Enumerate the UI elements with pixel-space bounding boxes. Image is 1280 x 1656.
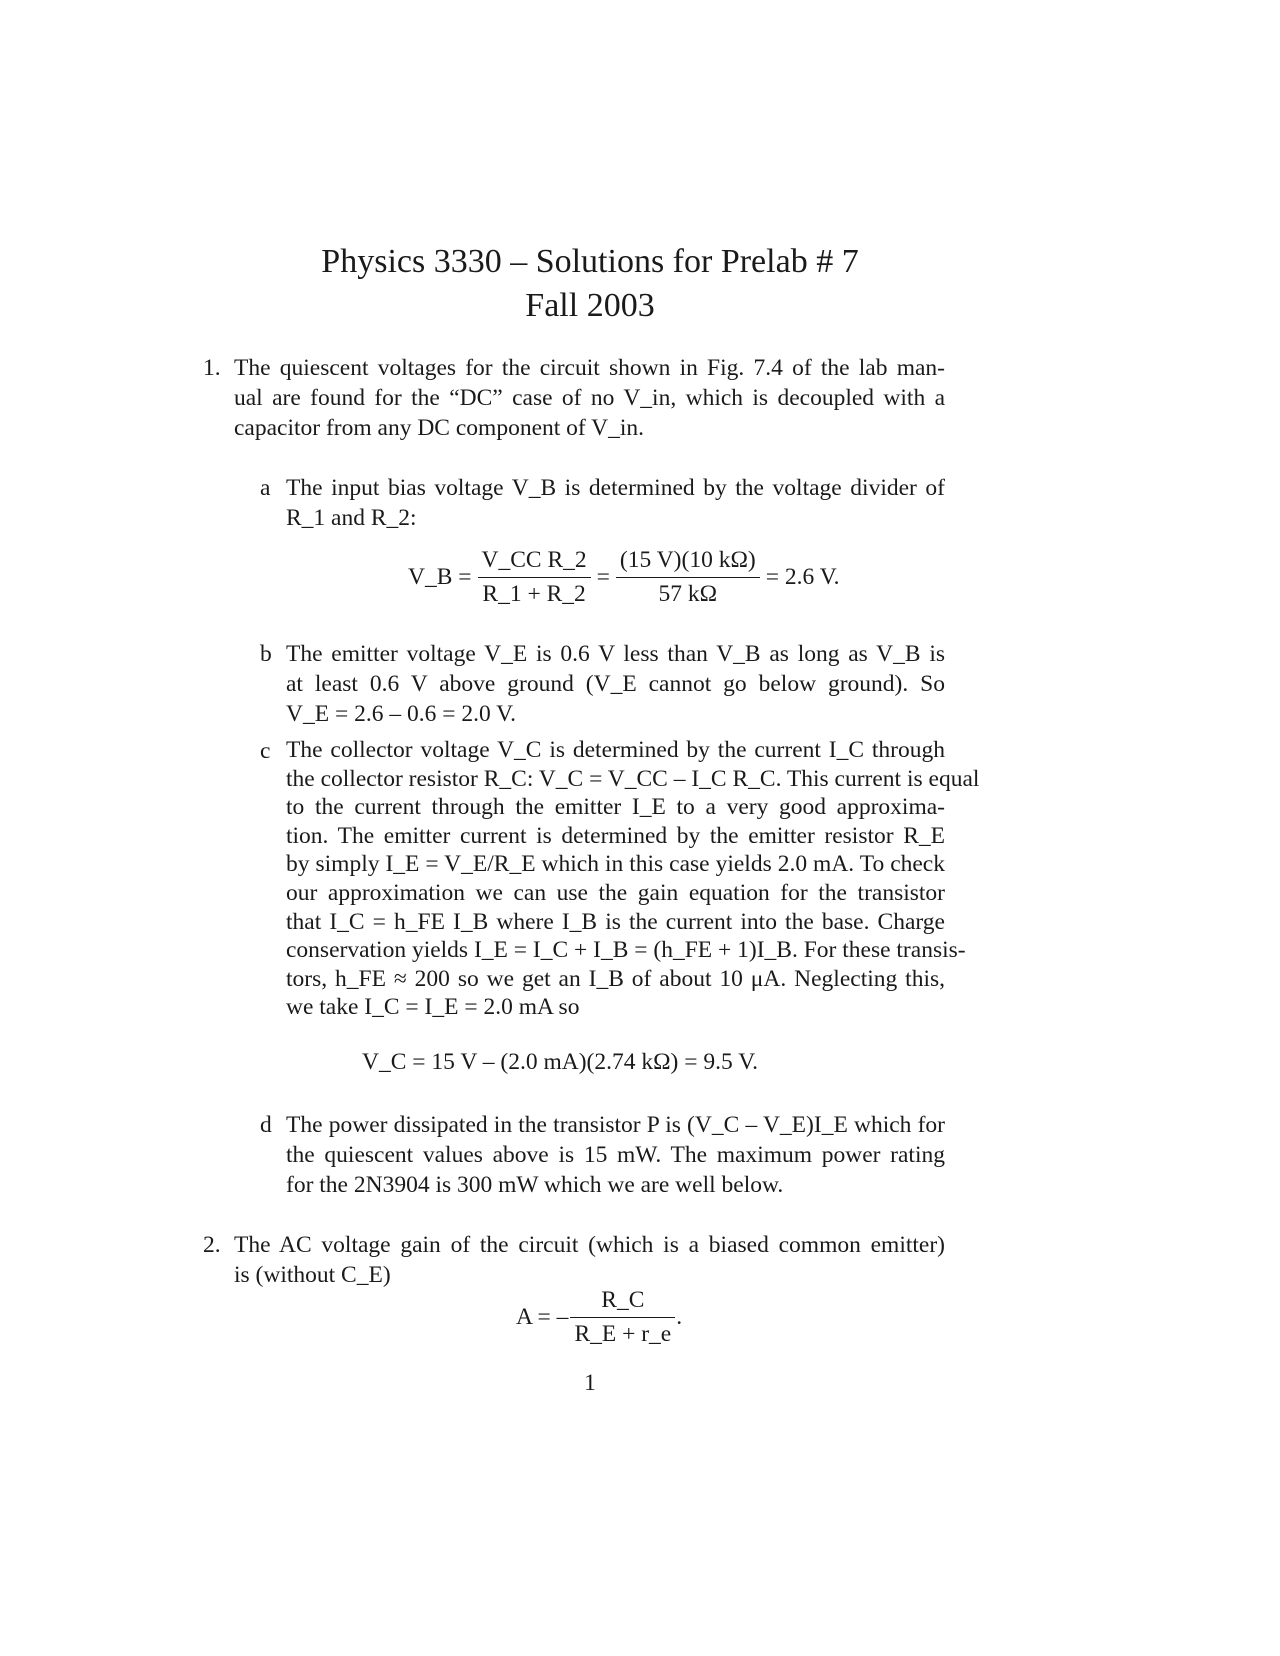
equals-sign: = xyxy=(596,564,610,590)
text-line: The quiescent voltages for the circuit shown in Fig. 7.4 of the lab man- xyxy=(234,355,945,381)
denominator: 57 kΩ xyxy=(658,581,718,607)
fraction xyxy=(570,1287,675,1348)
question-1-intro xyxy=(234,353,945,443)
numerator: V_CC R_2 xyxy=(478,547,591,578)
text-line: to the current through the emitter I_E to a very good approxima- xyxy=(286,794,945,821)
part-d-label: d xyxy=(260,1112,272,1138)
equation-lhs: A = – xyxy=(516,1304,569,1330)
text-line: The collector voltage V_C is determined by the current I_C through xyxy=(286,737,945,763)
fraction xyxy=(478,547,591,608)
part-b-text xyxy=(286,639,945,729)
part-d-text xyxy=(286,1110,945,1200)
part-c-text xyxy=(286,736,980,1022)
fraction xyxy=(616,547,760,608)
equation-vc xyxy=(0,1049,1120,1076)
numerator: R_C xyxy=(570,1287,675,1318)
text-line: ual are found for the “DC” case of no V_in, which is decoupled with a xyxy=(234,385,945,411)
text-line: The input bias voltage V_B is determined by the voltage divider of xyxy=(286,475,945,501)
document-title: Physics 3330 – Solutions for Prelab # 7 xyxy=(321,243,859,280)
text-line: tion. The emitter current is determined by the emitter resistor R_E xyxy=(286,822,945,849)
denominator: R_1 + R_2 xyxy=(482,581,586,607)
text-line: V_E = 2.6 – 0.6 = 2.0 V. xyxy=(286,701,516,727)
text-line: the collector resistor R_C: V_C = V_CC – I_C R_C. This current is equal xyxy=(286,765,980,792)
text-line: at least 0.6 V above ground (V_E cannot go below ground). So xyxy=(286,671,945,697)
equation-lhs: V_B = xyxy=(408,564,472,590)
text-line: by simply I_E = V_E/R_E which in this case yields 2.0 mA. To check xyxy=(286,851,945,878)
page-number: 1 xyxy=(584,1370,596,1396)
text-line: we take I_C = I_E = 2.0 mA so xyxy=(286,994,580,1021)
numerator: (15 V)(10 kΩ) xyxy=(616,547,760,578)
question-1-number: 1. xyxy=(203,355,221,381)
text-line: The power dissipated in the transistor P is (V_C – V_E)I_E which for xyxy=(286,1112,945,1138)
part-c-label: c xyxy=(260,738,271,764)
text-line: for the 2N3904 is 300 mW which we are well below. xyxy=(286,1172,784,1198)
text-line: tors, h_FE ≈ 200 so we get an I_B of about 10 μA. Neglecting this, xyxy=(286,965,945,992)
text-line: R_1 and R_2: xyxy=(286,505,417,531)
text-line: our approximation we can use the gain equation for the transistor xyxy=(286,879,945,906)
equation-end: . xyxy=(676,1304,683,1330)
equation-gain xyxy=(510,1287,688,1348)
part-a-label: a xyxy=(260,475,271,501)
denominator: R_E + r_e xyxy=(574,1321,672,1347)
text-line: the quiescent values above is 15 mW. The maximum power rating xyxy=(286,1142,945,1168)
text-line: The emitter voltage V_E is 0.6 V less than V_B as long as V_B is xyxy=(286,641,945,667)
question-2-text xyxy=(234,1230,945,1290)
text-line: conservation yields I_E = I_C + I_B = (h_FE + 1)I_B. For these transis- xyxy=(286,937,966,964)
part-a-text xyxy=(286,473,945,533)
document-subtitle: Fall 2003 xyxy=(525,287,655,324)
equation-rhs: = 2.6 V. xyxy=(765,564,840,590)
equation-vb xyxy=(402,547,846,608)
text-line: capacitor from any DC component of V_in. xyxy=(234,415,645,441)
part-b-label: b xyxy=(260,641,272,667)
text-line: The AC voltage gain of the circuit (which is a biased common emitter) xyxy=(234,1232,945,1258)
question-2-number: 2. xyxy=(203,1232,221,1258)
text-line: is (without C_E) xyxy=(234,1262,391,1288)
text-line: that I_C = h_FE I_B where I_B is the current into the base. Charge xyxy=(286,908,945,935)
equation-text: V_C = 15 V – (2.0 mA)(2.74 kΩ) = 9.5 V. xyxy=(361,1049,759,1075)
